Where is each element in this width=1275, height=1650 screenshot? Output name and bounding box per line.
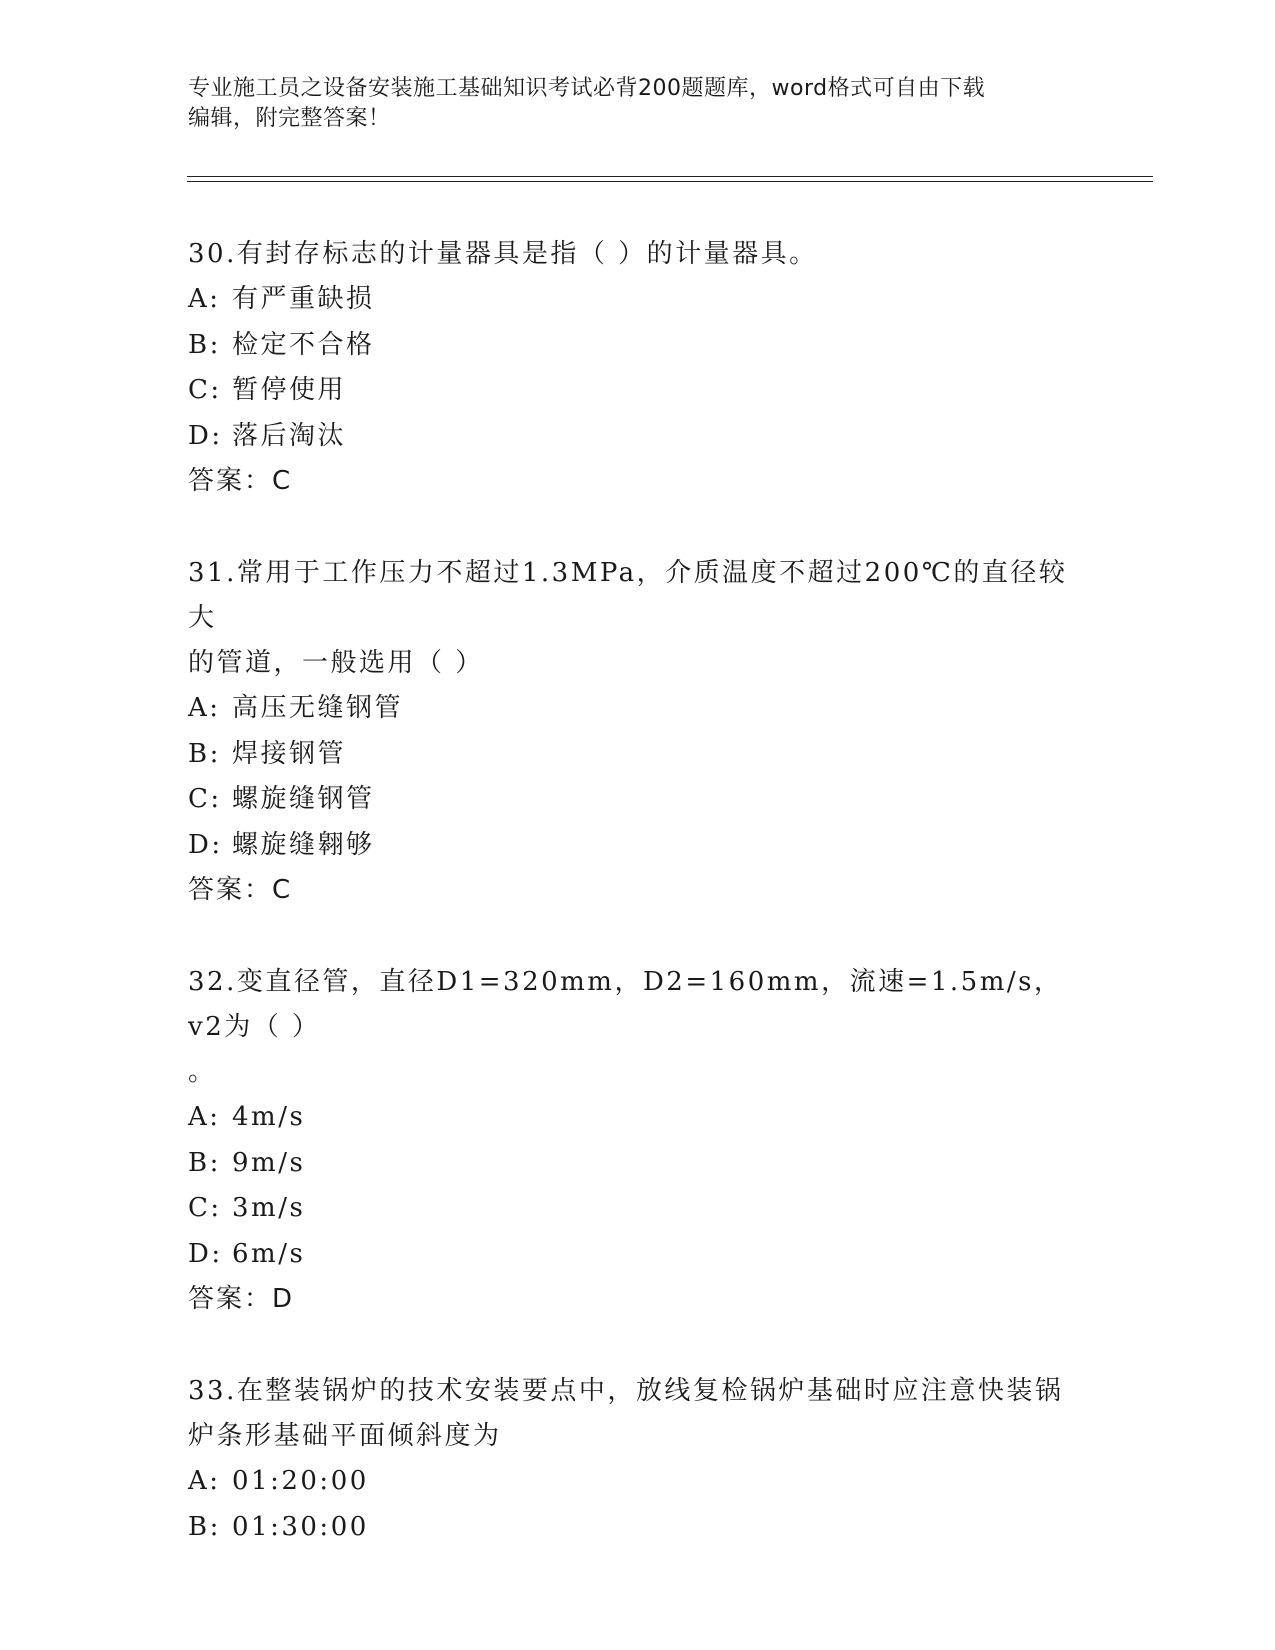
question-33 (188, 1369, 1088, 1550)
option-a (188, 686, 1088, 732)
option-d (188, 823, 1088, 869)
option-text: 01:30:00 (232, 1511, 369, 1542)
option-c (188, 1186, 1088, 1232)
option-text: 01:20:00 (232, 1466, 369, 1496)
option-letter: D: (188, 829, 223, 860)
header-title-line-1: 专业施工员之设备安装施工基础知识考试必背200题题库，word格式可自由下载 (188, 76, 986, 101)
option-b (188, 323, 1088, 369)
option-text: 螺旋缝翱够 (232, 829, 375, 860)
option-letter: B: (188, 329, 221, 360)
option-b (188, 1141, 1088, 1187)
question-text-continued: 。 (188, 1057, 217, 1087)
option-text: 暂停使用 (232, 375, 347, 405)
option-a (188, 1095, 1088, 1141)
option-b (188, 732, 1088, 778)
option-d (188, 414, 1088, 460)
option-letter: C: (188, 375, 222, 405)
option-letter: A: (188, 284, 221, 314)
option-b (188, 1505, 1088, 1551)
question-31 (188, 551, 1088, 913)
question-list (188, 232, 1088, 1597)
option-text: 高压无缝钢管 (232, 693, 404, 723)
question-text-continued: 的管道，一般选用（ ） (188, 648, 484, 678)
option-letter: B: (188, 1147, 221, 1178)
option-d (188, 1232, 1088, 1278)
option-letter: A: (188, 1102, 221, 1132)
option-letter: C: (188, 784, 222, 814)
option-text: 检定不合格 (232, 329, 375, 360)
document-header (188, 74, 1068, 134)
question-30 (188, 232, 1088, 504)
option-letter: C: (188, 1193, 222, 1223)
header-title-line-2: 编辑，附完整答案！ (188, 106, 391, 131)
answer-line: 答案：D (188, 1284, 295, 1314)
option-letter: D: (188, 420, 223, 451)
option-text: 焊接钢管 (232, 738, 347, 769)
option-letter: B: (188, 738, 221, 769)
option-a (188, 1459, 1088, 1505)
question-text: 31.常用于工作压力不超过1.3MPa，介质温度不超过200℃的直径较大 (188, 558, 1068, 633)
header-divider-bottom (187, 181, 1153, 182)
answer-line: 答案：C (188, 466, 293, 496)
answer-line: 答案：C (188, 875, 293, 905)
option-c (188, 368, 1088, 414)
option-text: 4m/s (232, 1102, 306, 1132)
question-text: 33.在整装锅炉的技术安装要点中，放线复检锅炉基础时应注意快装锅 (188, 1376, 1064, 1406)
question-text: 32.变直径管，直径D1=320mm，D2=160mm，流速=1.5m/s，v2为（ ） (188, 967, 1063, 1042)
option-a (188, 277, 1088, 323)
header-divider-top (187, 176, 1153, 177)
question-text: 30.有封存标志的计量器具是指（ ）的计量器具。 (188, 239, 818, 269)
option-letter: D: (188, 1238, 223, 1269)
option-text: 有严重缺损 (232, 284, 375, 314)
option-text: 6m/s (232, 1238, 306, 1269)
question-text-continued: 炉条形基础平面倾斜度为 (188, 1421, 502, 1451)
question-32 (188, 960, 1088, 1322)
option-c (188, 777, 1088, 823)
option-letter: A: (188, 693, 221, 723)
option-text: 落后淘汰 (232, 420, 347, 451)
option-text: 螺旋缝钢管 (232, 784, 375, 814)
option-text: 9m/s (232, 1147, 306, 1178)
option-letter: B: (188, 1511, 221, 1542)
option-text: 3m/s (232, 1193, 306, 1223)
option-letter: A: (188, 1466, 221, 1496)
